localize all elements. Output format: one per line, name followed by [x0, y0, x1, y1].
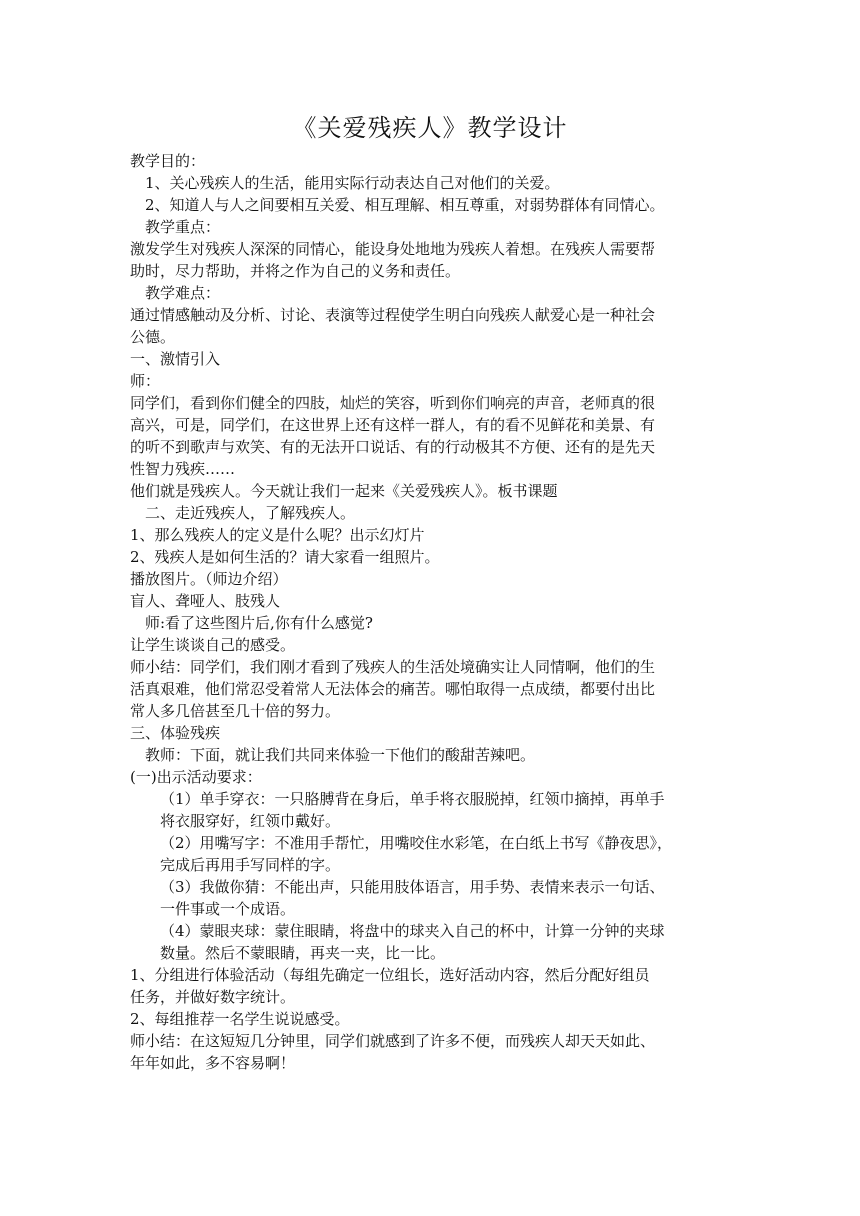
paragraph-line: 激发学生对残疾人深深的同情心，能设身处地地为残疾人着想。在残疾人需要帮 [130, 240, 656, 258]
paragraph-line: 任务，并做好数字统计。 [130, 988, 296, 1006]
paragraph-line: (一)出示活动要求： [130, 768, 262, 786]
activity-item: （1）单手穿衣：一只胳膊背在身后，单手将衣服脱掉，红领巾摘掉，再单手 [160, 790, 665, 808]
section-heading-difficulties: 教学难点： [145, 284, 221, 302]
paragraph-line: 他们就是残疾人。今天就让我们一起来《关爱残疾人》。板书课题 [130, 482, 558, 500]
section-heading-objectives: 教学目的： [130, 152, 206, 170]
paragraph-line: 助时，尽力帮助，并将之作为自己的义务和责任。 [130, 262, 461, 280]
paragraph-line: 2、每组推荐一名学生说说感受。 [130, 1010, 350, 1028]
activity-item: （2）用嘴写字：不准用手帮忙，用嘴咬住水彩笔，在白纸上书写《静夜思》， [160, 834, 673, 852]
paragraph-line: 师:看了这些图片后,你有什么感觉? [145, 614, 373, 632]
section-heading-approach: 二、走近残疾人，了解残疾人。 [145, 504, 356, 522]
paragraph-line: 的听不到歌声与欢笑、有的无法开口说话、有的行动极其不方便、还有的是先天 [130, 438, 656, 456]
document-body [130, 150, 730, 1074]
section-heading-intro: 一、激情引入 [130, 350, 221, 368]
paragraph-line: 播放图片。（师边介绍） [130, 570, 288, 588]
objective-item: 1、关心残疾人的生活，能用实际行动表达自己对他们的关爱。 [145, 174, 560, 192]
paragraph-line: 同学们，看到你们健全的四肢，灿烂的笑容，听到你们响亮的声音，老师真的很 [130, 394, 656, 412]
activity-item: 数量。然后不蒙眼睛，再夹一夹，比一比。 [160, 944, 446, 962]
document-title: 《关爱残疾人》教学设计 [292, 114, 568, 142]
paragraph-line: 性智力残疾…… [130, 460, 236, 478]
activity-item: 将衣服穿好，红领巾戴好。 [160, 812, 341, 830]
activity-item: （3）我做你猜：不能出声，只能用肢体语言，用手势、表情来表示一句话、 [160, 878, 665, 896]
paragraph-line: 1、分组进行体验活动（每组先确定一位组长，选好活动内容，然后分配好组员 [130, 966, 650, 984]
activity-item: （4）蒙眼夹球：蒙住眼睛，将盘中的球夹入自己的杯中，计算一分钟的夹球 [160, 922, 665, 940]
paragraph-line: 师小结：在这短短几分钟里，同学们就感到了许多不便，而残疾人却天天如此、 [130, 1032, 656, 1050]
paragraph-line: 教师：下面，就让我们共同来体验一下他们的酸甜苦辣吧。 [145, 746, 536, 764]
paragraph-line: 公德。 [130, 328, 176, 346]
paragraph-line: 通过情感触动及分析、讨论、表演等过程使学生明白向残疾人献爱心是一种社会 [130, 306, 656, 324]
paragraph-line: 活真艰难，他们常忍受着常人无法体会的痛苦。哪怕取得一点成绩，都要付出比 [130, 680, 656, 698]
speaker-label: 师： [130, 372, 161, 390]
activity-item: 一件事或一个成语。 [160, 900, 296, 918]
paragraph-line: 2、残疾人是如何生活的？请大家看一组照片。 [130, 548, 440, 566]
paragraph-line: 常人多几倍甚至几十倍的努力。 [130, 702, 341, 720]
paragraph-line: 师小结：同学们，我们刚才看到了残疾人的生活处境确实让人同情啊，他们的生 [130, 658, 656, 676]
activity-item: 完成后再用手写同样的字。 [160, 856, 341, 874]
paragraph-line: 让学生谈谈自己的感受。 [130, 636, 296, 654]
paragraph-line: 年年如此，多不容易啊！ [130, 1054, 296, 1072]
section-heading-key-points: 教学重点： [145, 218, 221, 236]
paragraph-line: 1、那么残疾人的定义是什么呢？出示幻灯片 [130, 526, 425, 544]
paragraph-line: 盲人、聋哑人、肢残人 [130, 592, 281, 610]
objective-item: 2、知道人与人之间要相互关爱、相互理解、相互尊重，对弱势群体有同情心。 [145, 196, 665, 214]
section-heading-experience: 三、体验残疾 [130, 724, 221, 742]
paragraph-line: 高兴，可是，同学们，在这世界上还有这样一群人，有的看不见鲜花和美景、有 [130, 416, 656, 434]
